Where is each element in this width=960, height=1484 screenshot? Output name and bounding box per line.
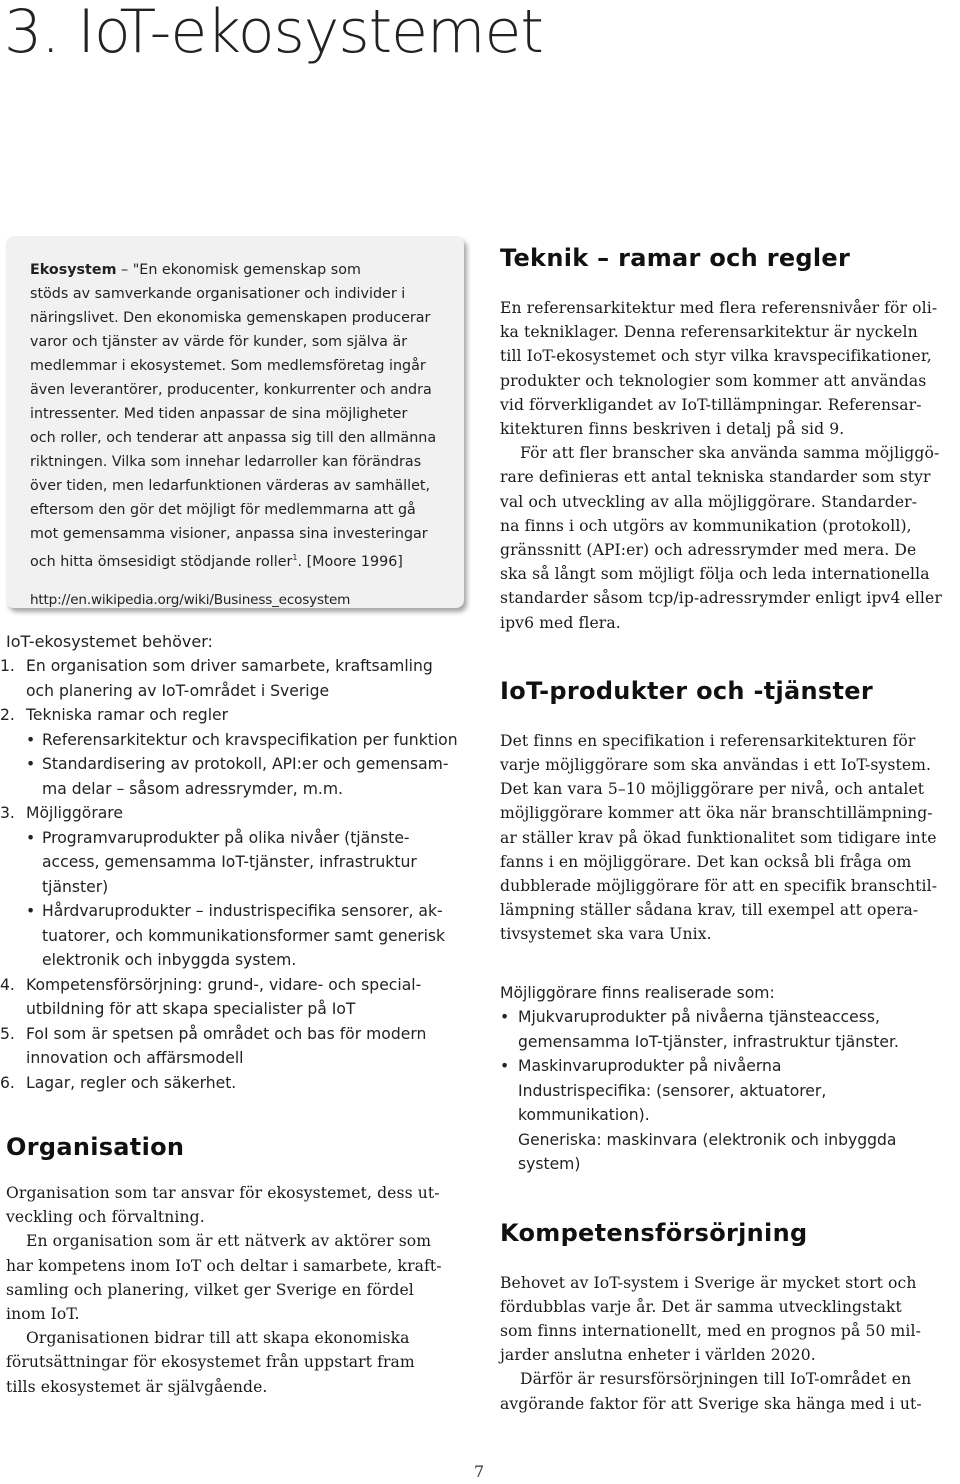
realized-list [500,1005,960,1177]
bullet-item [6,752,466,801]
definition-line: – "En ekonomisk gemenskap som [116,262,361,278]
source-url[interactable]: http://en.wikipedia.org/wiki/Business_ecosystem [30,591,351,608]
organisation-paragraph [6,1326,466,1399]
definition-line: mot gemensamma visioner, anpassa sina investeringar [30,526,428,542]
item-number: 1. [0,657,15,675]
teknik-heading: Teknik – ramar och regler [500,244,851,272]
teknik-paragraph-line: na finns i och utgörs av kommunikation (protokoll), [500,516,912,535]
teknik-paragraph-line: ska så långt som möjligt följa och leda internationella [500,565,930,584]
numbered-item [0,1071,466,1096]
realized-item [500,1054,960,1177]
bullet-icon: • [500,1008,510,1027]
bullet-line: elektronik och inbyggda system. [42,951,297,969]
organisation-heading: Organisation [6,1133,185,1161]
bullet-icon: • [26,902,36,920]
products-paragraph-line: Det kan vara 5–10 möjliggörare per nivå, och antalet [500,780,925,799]
products-paragraph-line: lämpning ställer sådana krav, till exempel att opera- [500,901,919,920]
bullet-line: Programvaruprodukter på olika nivåer (tjänste- [42,828,410,847]
teknik-paragraph-line: rare definieras ett antal tekniska standarder som styr [500,468,931,487]
needs-heading: IoT-ekosystemet behöver: [6,632,213,651]
competence-paragraph-line: Därför är resursförsörjningen till IoT-området en [520,1370,912,1389]
teknik-paragraph-line: För att fler branscher ska använda samma möjliggö- [520,444,940,463]
organisation-paragraph-line: veckling och förvaltning. [6,1208,205,1227]
teknik-paragraph-line: val och utveckling av alla möjliggörare. Standarder- [500,492,918,511]
bullet-item [6,826,466,900]
realized-line: system) [518,1155,581,1174]
item-number: 2. [0,706,15,724]
item-number: 6. [0,1073,15,1092]
bullet-line: tuatorer, och kommunikationsformer samt generisk [42,926,446,945]
products-paragraph-line: möjliggörare kommer att öka när branschtillämpning- [500,804,933,823]
organisation-paragraph-line: förutsättningar för ekosystemet från uppstart fram [6,1353,415,1372]
definition-line: även leverantörer, producenter, konkurrenter och andra [30,382,432,398]
definition-line: över tiden, men ledarfunktionen värderas av samhället, [30,478,431,494]
competence-paragraph-line: fördubblas varje år. Det är samma utvecklingstakt [500,1297,902,1316]
bullet-icon: • [26,730,36,749]
organisation-paragraph-line: tills ekosystemet är självgående. [6,1377,268,1396]
teknik-paragraph-line: ipv6 med flera. [500,613,621,632]
teknik-body [500,296,960,635]
teknik-paragraph-line: ka tekniklager. Denna referensarkitektur är nyckeln [500,323,918,342]
products-paragraph-line: Det finns en specifikation i referensarkitekturen för [500,731,916,750]
definition-line: riktningen. Vilka som innehar ledarroller kan förändras [30,454,422,470]
bullet-icon: • [500,1057,510,1076]
definition-line: och roller, och tenderar att anpassa sig till den allmänna [30,430,437,446]
bullet-icon: • [26,828,36,847]
realized-line: kommunikation). [518,1106,650,1125]
item-line: Tekniska ramar och regler [26,706,229,724]
definition-line: eftersom den gör det möjligt för medlemmarna att gå [30,502,416,518]
definition-line: stöds av samverkande organisationer och individer i [30,286,406,302]
teknik-paragraph-line: kitekturen finns beskriven i detalj på sid 9. [500,420,845,439]
needs-list [0,654,466,1095]
competence-heading: Kompetensförsörjning [500,1218,808,1247]
bullet-item [6,899,466,973]
numbered-item [0,1022,466,1071]
teknik-paragraph-line: produkter och teknologier som kommer att användas [500,371,927,390]
realized-line: Generiska: maskinvara (elektronik och inbyggda [518,1130,897,1149]
teknik-paragraph-line: till IoT-ekosystemet och styr vilka kravspecifikationer, [500,347,932,366]
item-line: innovation och affärsmodell [26,1049,244,1067]
competence-paragraph-line: avgörande faktor för att Sverige ska hänga med i ut- [500,1394,922,1413]
organisation-paragraph-line: samling och planering, vilket ger Sverige en fördel [6,1280,414,1299]
organisation-paragraph-line: En organisation som är ett nätverk av aktörer som [26,1232,432,1251]
realized-heading: Möjliggörare finns realiserade som: [500,983,775,1002]
products-paragraph-line: ar ställer krav på ökad funktionalitet som tidigare inte [500,828,937,847]
realized-line: Maskinvaruprodukter på nivåerna [518,1057,782,1076]
realized-line: Mjukvaruprodukter på nivåerna tjänsteaccess, [518,1008,880,1027]
products-paragraph-line: tivsystemet ska vara Unix. [500,925,712,944]
bullet-line: Hårdvaruprodukter – industrispecifika sensorer, ak- [42,902,443,920]
competence-paragraph [500,1271,960,1368]
products-paragraph [500,729,960,947]
definition-line: medlemmar i ekosystemet. Som medlemsföretag ingår [30,358,426,374]
item-line: Kompetensförsörjning: grund-, vidare- och special- [26,975,422,994]
organisation-paragraph [6,1229,466,1326]
numbered-item [0,703,466,728]
organisation-paragraph [6,1181,466,1229]
bullet-line: Referensarkitektur och kravspecifikation per funktion [42,730,458,749]
numbered-item [0,973,466,1022]
page-title: 3. IoT-ekosystemet [4,0,543,67]
bullet-line: access, gemensamma IoT-tjänster, infrastruktur [42,853,417,871]
realized-line: Industrispecifika: (sensorer, aktuatorer, [518,1081,827,1100]
right-column [500,244,960,1416]
products-body [500,729,960,947]
teknik-paragraph-line: gränssnitt (API:er) och adressrymder med mera. De [500,541,917,560]
bullet-line: Standardisering av protokoll, API:er och gemensam- [42,755,449,773]
products-paragraph-line: fanns i en möjliggörare. Det kan också bli fråga om [500,852,912,871]
item-line: Möjliggörare [26,804,123,822]
organisation-paragraph-line: har kompetens inom IoT och deltar i samarbete, kraft- [6,1256,442,1275]
definition-citation: . [Moore 1996] [297,553,403,570]
competence-paragraph-line: jarder anslutna enheter i världen 2020. [500,1346,816,1365]
products-heading: IoT-produkter och -tjänster [500,676,873,705]
item-number: 5. [0,1024,15,1043]
bullet-icon: • [26,755,36,773]
numbered-item [0,801,466,826]
teknik-paragraph-line: standarder såsom tcp/ip-adressrymder enligt ipv4 eller [500,589,942,608]
item-number: 3. [0,804,15,822]
definition-line: varor och tjänster av värde för kunder, som själva är [30,334,408,350]
teknik-paragraph-line: En referensarkitektur med flera referensnivåer för oli- [500,299,938,317]
organisation-paragraph-line: Organisationen bidrar till att skapa ekonomiska [26,1329,410,1348]
definition-line: och hitta ömsesidigt stödjande roller [30,553,293,570]
definition-term: Ekosystem [30,262,117,278]
bullet-line: tjänster) [42,877,109,896]
definition-line: intressenter. Med tiden anpassar de sina möjligheter [30,406,408,422]
bullet-line: ma delar – såsom adressrymder, m.m. [42,779,344,798]
teknik-paragraph-line: vid förverkligandet av IoT-tillämpningar. Referensar- [500,395,922,414]
teknik-paragraph [500,441,960,635]
organisation-body [6,1181,466,1399]
competence-paragraph-line: Behovet av IoT-system i Sverige är mycket stort och [500,1273,917,1292]
competence-paragraph-line: som finns internationellt, med en prognos på 50 mil- [500,1322,921,1341]
item-line: Lagar, regler och säkerhet. [26,1073,237,1092]
item-line: FoI som är spetsen på området och bas för modern [26,1024,427,1043]
item-number: 4. [0,975,15,994]
left-column [0,236,466,1399]
item-line: och planering av IoT-området i Sverige [26,681,330,700]
organisation-paragraph-line: Organisation som tar ansvar för ekosystemet, dess ut- [6,1184,440,1202]
page-number: 7 [474,1462,485,1481]
organisation-paragraph-line: inom IoT. [6,1305,80,1324]
teknik-paragraph [500,296,960,441]
competence-body [500,1271,960,1416]
definition-text [30,258,438,574]
products-paragraph-line: varje möjliggörare som ska användas i ett IoT-system. [500,756,932,775]
numbered-item [0,654,466,703]
definition-line: näringslivet. Den ekonomiska gemenskapen producerar [30,310,431,326]
item-line: En organisation som driver samarbete, kraftsamling [26,657,433,675]
competence-paragraph [500,1367,960,1415]
item-line: utbildning för att skapa specialister på IoT [26,1000,356,1018]
bullet-item [6,728,466,753]
products-paragraph-line: dubblerade möjliggörare för att en specifik branschtil- [500,877,938,896]
realized-item [500,1005,960,1054]
realized-line: gemensamma IoT-tjänster, infrastruktur tjänster. [518,1032,899,1051]
definition-box [6,236,464,608]
footnote-mark: 1 [292,553,298,562]
